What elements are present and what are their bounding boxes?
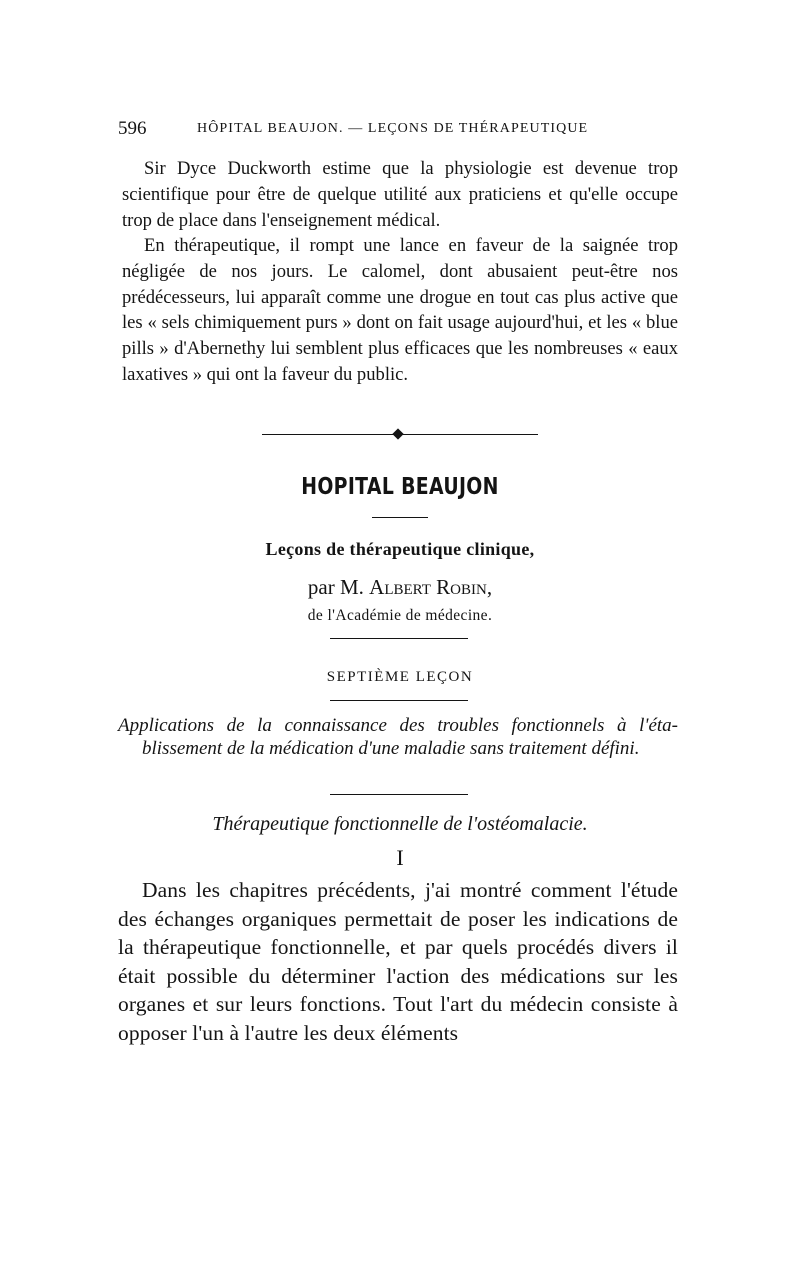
running-title: HÔPITAL BEAUJON. — LEÇONS DE THÉRAPEUTIQUE [197, 121, 589, 136]
page-number: 596 [118, 118, 147, 139]
divider-4 [330, 794, 468, 795]
lecture-title [118, 714, 678, 760]
ornament-diamond-icon [392, 428, 403, 439]
series-subtitle: Leçons de thérapeutique clinique, [265, 539, 535, 559]
divider-2 [330, 638, 468, 639]
lecture-title-rest: blissement de la médication d'une maladie sans traitement défini. [142, 738, 640, 759]
author-affiliation: de l'Académie de médecine. [307, 607, 493, 624]
divider-3 [330, 700, 468, 701]
intro-paragraph-1: Sir Dyce Duckworth estime que la physiologie est devenue trop scientifique pour être de quelque utilité aux praticiens et qu'elle occupe trop de place dans l'enseignement médical. [122, 158, 678, 231]
lecture-title-line-1: Applications de la connaissance des troubles fonctionnels à l'éta- [118, 715, 678, 736]
intro-paragraph-2: En thérapeutique, il rompt une lance en faveur de la saignée trop négligée de nos jours. Le calomel, dont abusaient peut-être nos prédécesseurs, lui apparaît comme une drogue en tout cas plus active que les « sels chimiquement purs » dont on fait usage aujourd'hui, et les « blue pills » d'Abernethy lui semblent plus efficaces que les nombreuses « eaux laxatives » qui ont la faveur du public. [122, 235, 678, 385]
divider-short-1 [372, 517, 428, 518]
author-prefix: par M. [307, 575, 364, 599]
body-paragraph: Dans les chapitres précédents, j'ai montré comment l'étude des échanges organiques permettait de poser les indications de la thérapeutique fonctionnelle, et par quels procédés divers il était possible du déterminer l'action des médications sur les organes et sur leurs fonctions. Tout l'art du médecin consiste à opposer l'un à l'autre les deux éléments [118, 878, 678, 1045]
running-header [118, 118, 678, 144]
lecture-number: SEPTIÈME LEÇON [326, 669, 474, 685]
author-name: Albert Robin, [369, 575, 493, 599]
author-line [0, 575, 800, 600]
lecture-subject: Thérapeutique fonctionnelle de l'ostéomalacie. [212, 813, 588, 835]
section-title: HOPITAL BEAUJON [301, 474, 499, 500]
part-number: I [396, 845, 404, 870]
